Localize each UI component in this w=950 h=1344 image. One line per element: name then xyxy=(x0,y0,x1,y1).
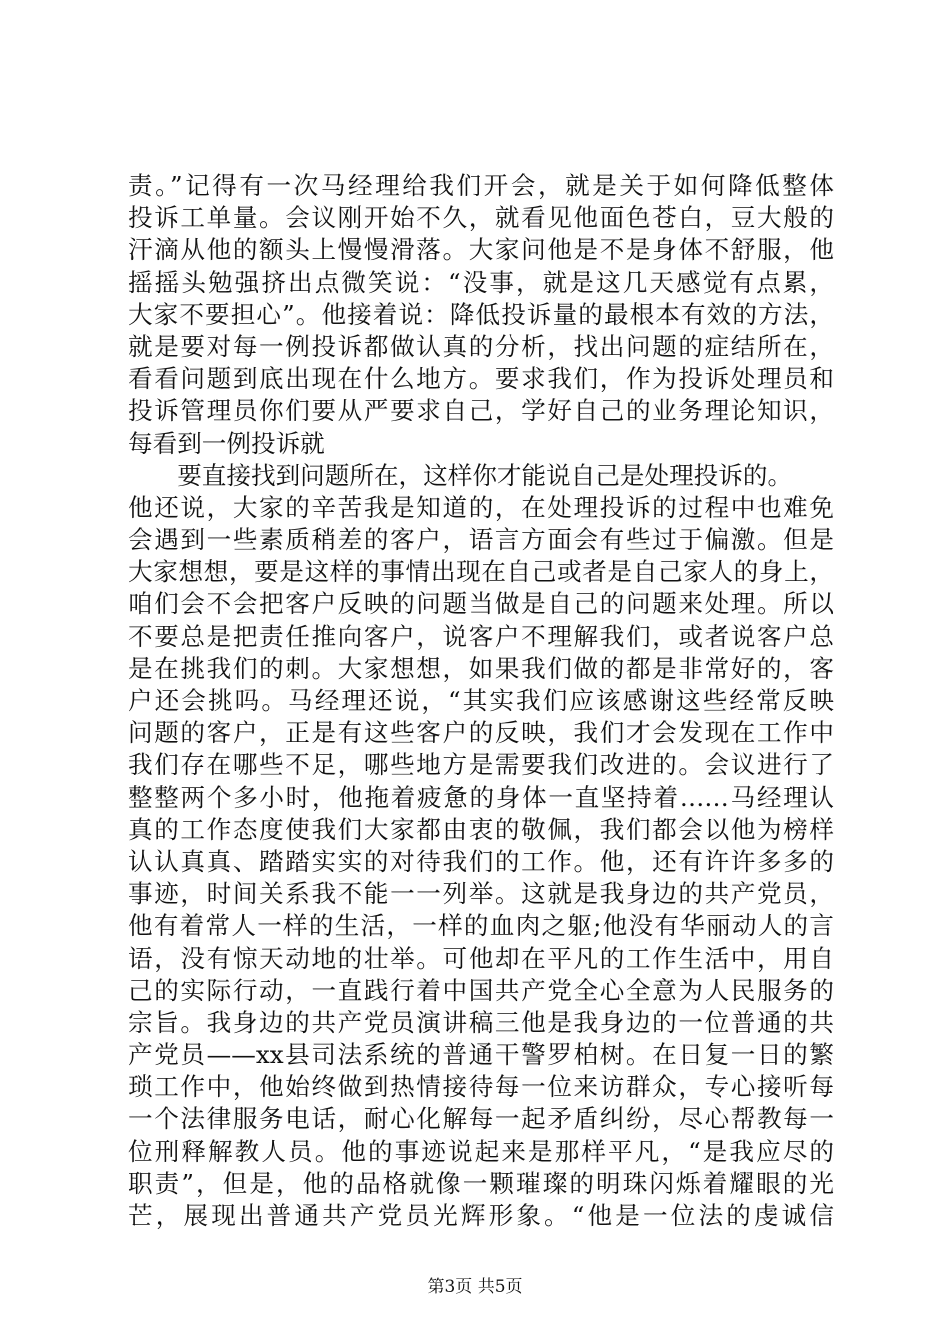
text-line: 一个法律服务电话，耐心化解每一起矛盾纠纷，尽心帮教每一 xyxy=(128,1104,834,1134)
text-line: 芒，展现出普通共产党员光辉形象。“他是一位法的虔诚信 xyxy=(128,1201,834,1230)
text-line: 会遇到一些素质稍差的客户，语言方面会有些过于偏激。但是 xyxy=(128,525,834,555)
paragraph xyxy=(128,170,834,460)
text-line: 琐工作中，他始终做到热情接待每一位来访群众，专心接听每 xyxy=(128,1072,834,1102)
text-line: 摇摇头勉强挤出点微笑说：“没事，就是这几天感觉有点累， xyxy=(128,267,834,297)
text-line: 宗旨。我身边的共产党员演讲稿三他是我身边的一位普通的共 xyxy=(128,1007,834,1037)
text-line: 咱们会不会把客户反映的问题当做是自己的问题来处理。所以 xyxy=(128,589,834,619)
text-line: 看看问题到底出现在什么地方。要求我们，作为投诉处理员和 xyxy=(128,364,834,394)
text-line: 整整两个多小时，他拖着疲惫的身体一直坚持着……马经理认 xyxy=(128,782,834,812)
text-line: 不要总是把责任推向客户，说客户不理解我们，或者说客户总 xyxy=(128,621,834,651)
text-line: 真的工作态度使我们大家都由衷的敬佩，我们都会以他为榜样 xyxy=(128,814,834,844)
text-line: 投诉管理员你们要从严要求自己，学好自己的业务理论知识， xyxy=(128,396,834,426)
text-line: 产党员——xx县司法系统的普通干警罗柏树。在日复一日的繁 xyxy=(128,1040,834,1070)
text-line: 汗滴从他的额头上慢慢滑落。大家问他是不是身体不舒服，他 xyxy=(128,235,834,265)
text-line: 位刑释解教人员。他的事迹说起来是那样平凡，“是我应尽的 xyxy=(128,1136,834,1166)
text-line: 己的实际行动，一直践行着中国共产党全心全意为人民服务的 xyxy=(128,975,834,1005)
text-line: 我们存在哪些不足，哪些地方是需要我们改进的。会议进行了 xyxy=(128,750,834,780)
text-line: 语，没有惊天动地的壮举。可他却在平凡的工作生活中，用自 xyxy=(128,943,834,973)
text-line: 每看到一例投诉就 xyxy=(128,428,325,458)
text-line: 大家想想，要是这样的事情出现在自己或者是自己家人的身上， xyxy=(128,557,834,587)
text-line: 事迹，时间关系我不能一一列举。这就是我身边的共产党员， xyxy=(128,879,834,909)
text-line: 要直接找到问题所在，这样你才能说自己是处理投诉的。 xyxy=(128,460,793,490)
paragraph xyxy=(128,460,834,1233)
document-body xyxy=(128,170,834,1232)
text-line: 认认真真、踏踏实实的对待我们的工作。他，还有许许多多的 xyxy=(128,846,834,876)
text-line: 责。”记得有一次马经理给我们开会，就是关于如何降低整体 xyxy=(128,171,834,200)
text-line: 他有着常人一样的生活，一样的血肉之躯;他没有华丽动人的言 xyxy=(128,911,834,941)
page-footer: 第3页 共5页 xyxy=(427,1277,523,1297)
text-line: 问题的客户，正是有这些客户的反映，我们才会发现在工作中 xyxy=(128,718,834,748)
text-line: 投诉工单量。会议刚开始不久，就看见他面色苍白，豆大般的 xyxy=(128,203,834,233)
text-line: 职责”，但是，他的品格就像一颗璀璨的明珠闪烁着耀眼的光 xyxy=(128,1168,834,1198)
text-line: 户还会挑吗。马经理还说，“其实我们应该感谢这些经常反映 xyxy=(128,686,834,715)
text-line: 他还说，大家的辛苦我是知道的，在处理投诉的过程中也难免 xyxy=(128,492,834,522)
text-line: 就是要对每一例投诉都做认真的分析，找出问题的症结所在， xyxy=(128,331,834,361)
text-line: 是在挑我们的刺。大家想想，如果我们做的都是非常好的，客 xyxy=(128,653,834,683)
text-line: 大家不要担心”。他接着说：降低投诉量的最根本有效的方法， xyxy=(128,299,834,329)
